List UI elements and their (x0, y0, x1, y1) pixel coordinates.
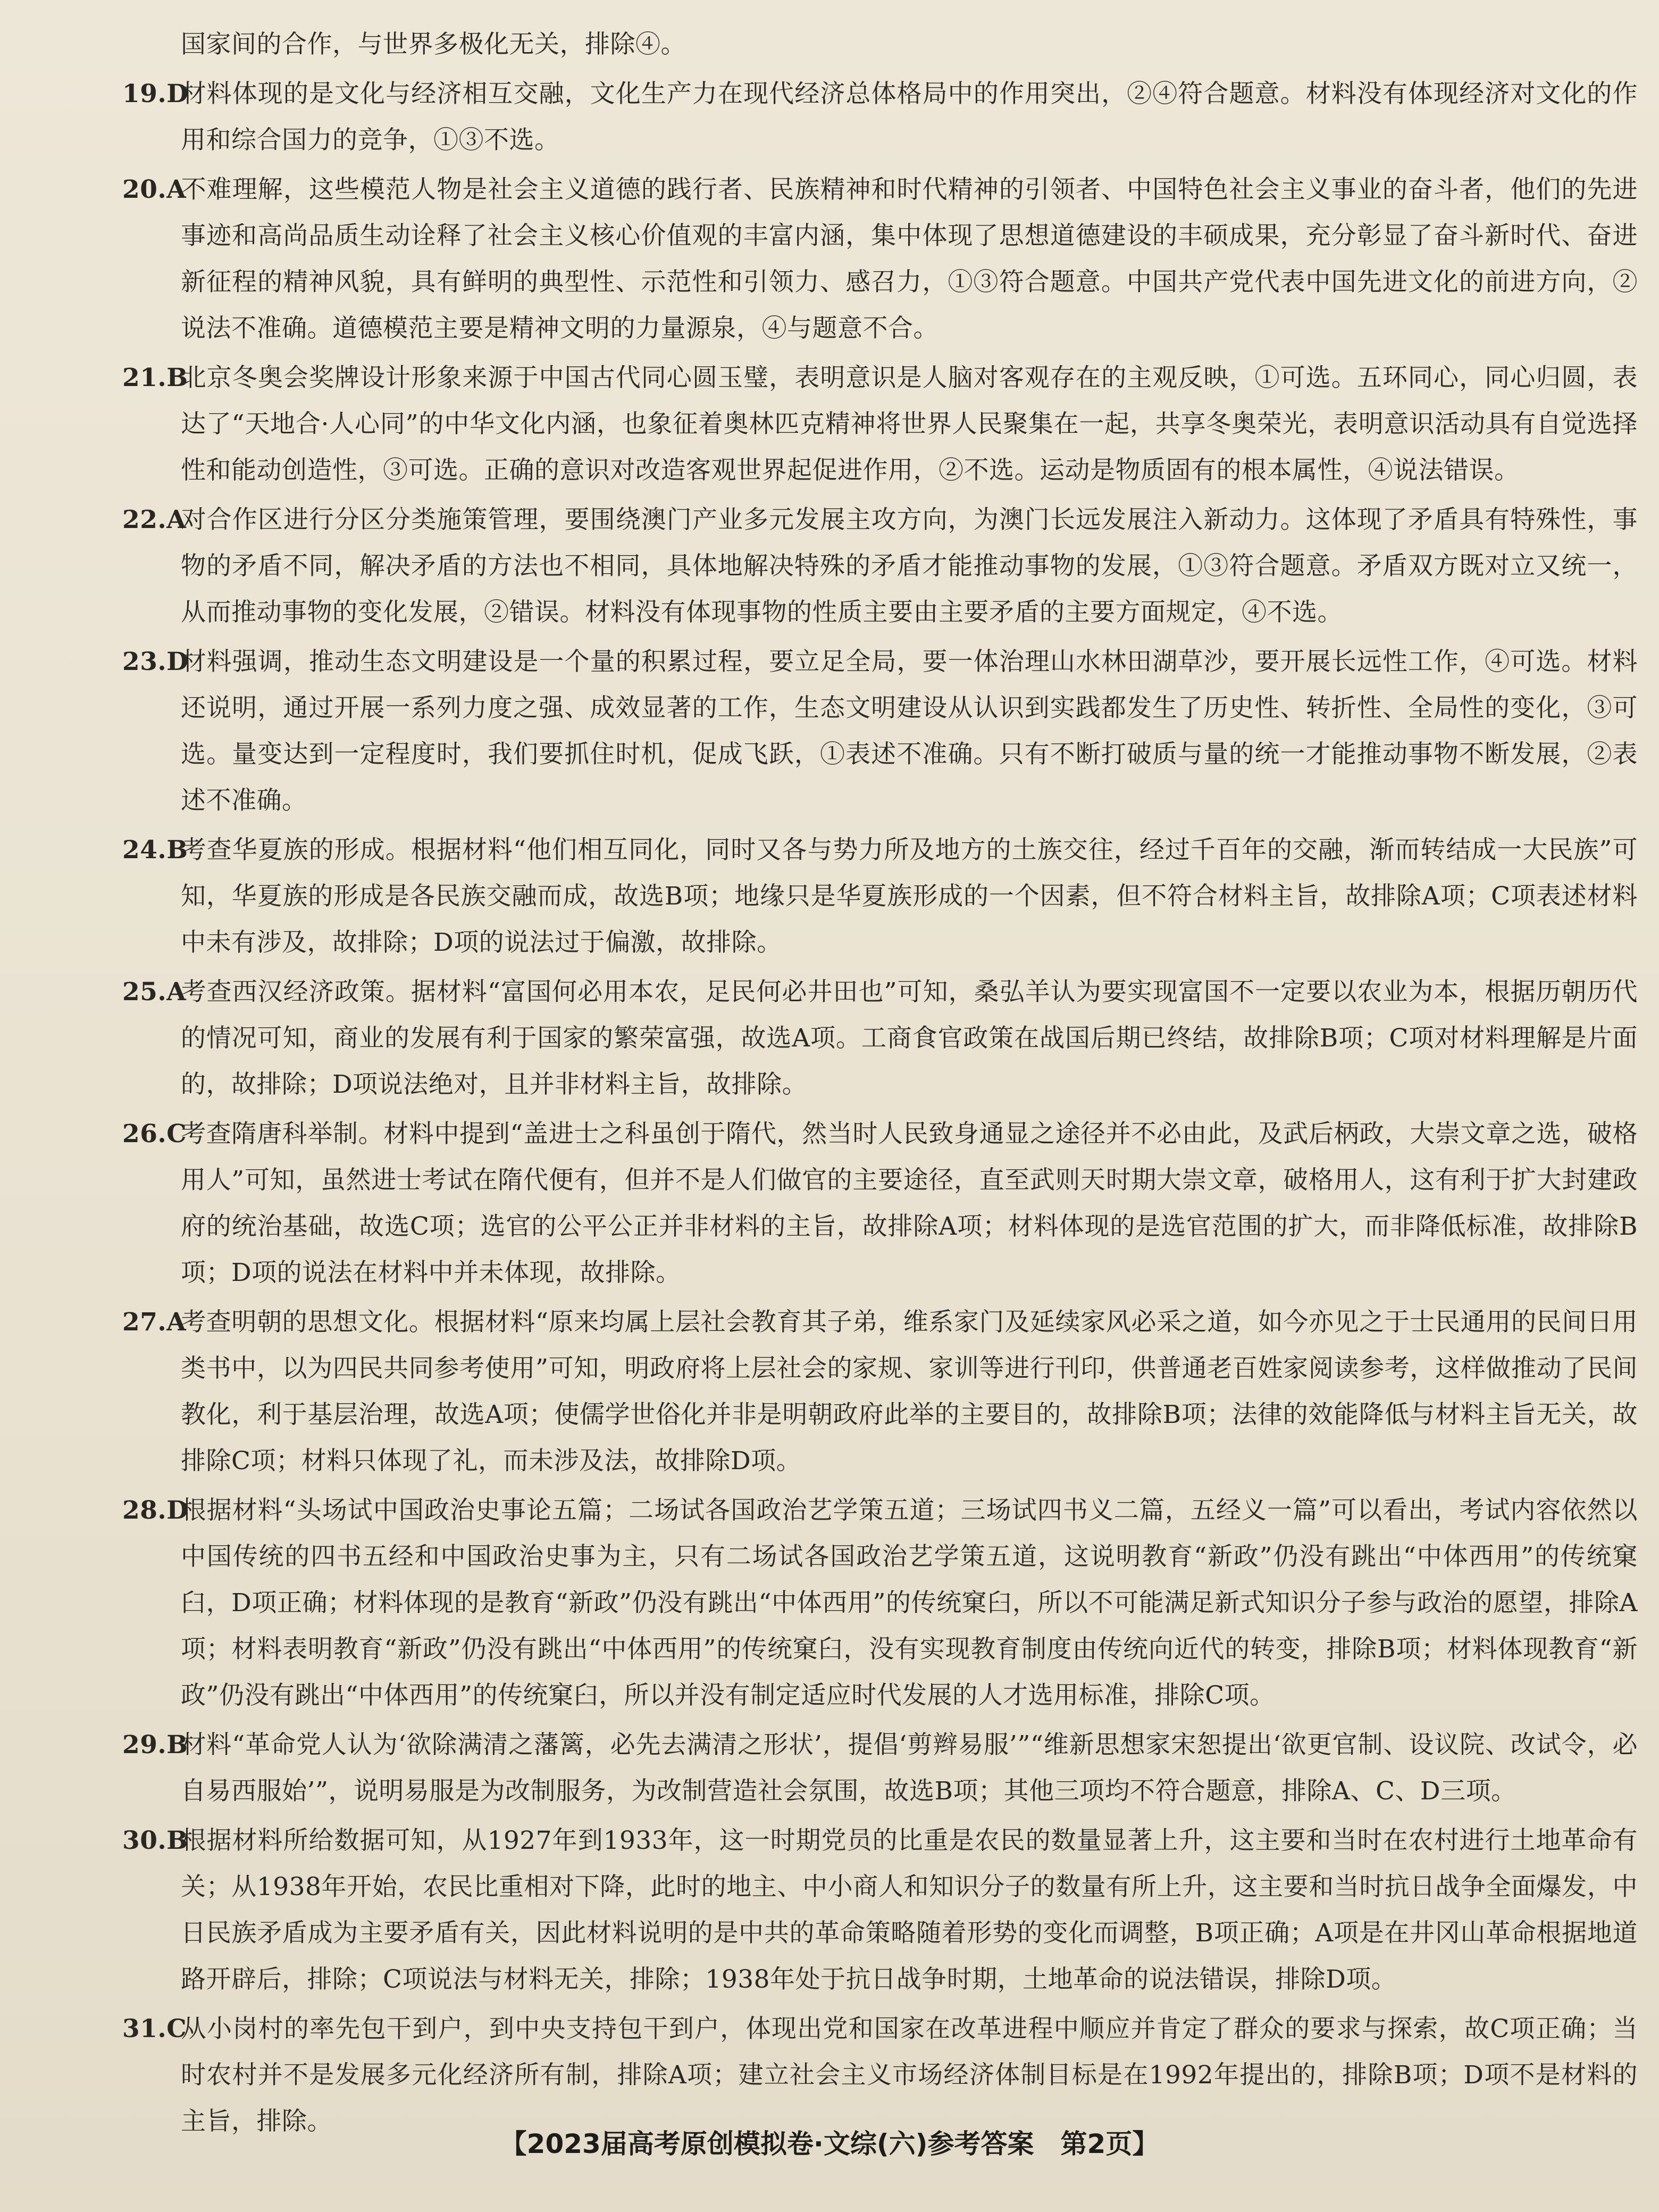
answer-item-28 (122, 1487, 1638, 1719)
answer-number: 23.D (122, 647, 189, 676)
answer-number: 19.D (122, 79, 189, 108)
answer-text: 北京冬奥会奖牌设计形象来源于中国古代同心圆玉璧，表明意识是人脑对客观存在的主观反映，①可选。五环同心，同心归圆，表达了“天地合·人心同”的中华文化内涵，也象征着奥林匹克精神将世界人民聚集在一起，共享冬奥荣光，表明意识活动具有自觉选择性和能动创造性，③可选。正确的意识对改造客观世界起促进作用，②不选。运动是物质固有的根本属性，④说法错误。 (181, 363, 1638, 485)
answer-text: 考查明朝的思想文化。根据材料“原来均属上层社会教育其子弟，维系家门及延续家风必采之道，如今亦见之于士民通用的民间日用类书中，以为四民共同参考使用”可知，明政府将上层社会的家规、家训等进行刊印，供普通老百姓家阅读参考，这样做推动了民间教化，利于基层治理，故选A项；使儒学世俗化并非是明朝政府此举的主要目的，故排除B项；法律的效能降低与材料主旨无关，故排除C项；材料只体现了礼，而未涉及法，故排除D项。 (181, 1308, 1638, 1476)
answer-number: 30.B (122, 1826, 188, 1855)
answer-list (122, 21, 1638, 2148)
answer-text: 考查华夏族的形成。根据材料“他们相互同化，同时又各与势力所及地方的土族交往，经过千百年的交融，渐而转结成一大民族”可知，华夏族的形成是各民族交融而成，故选B项；地缘只是华夏族形成的一个因素，但不符合材料主旨，故排除A项；C项表述材料中未有涉及，故排除；D项的说法过于偏激，故排除。 (181, 835, 1638, 957)
answer-number: 25.A (122, 977, 187, 1007)
answer-item-24 (122, 827, 1638, 966)
answer-number: 20.A (122, 175, 187, 204)
answer-number: 29.B (122, 1730, 188, 1759)
answer-text: 考查隋唐科举制。材料中提到“盖进士之科虽创于隋代，然当时人民致身通显之途径并不必由此，及武后柄政，大崇文章之选，破格用人”可知，虽然进士考试在隋代便有，但并不是人们做官的主要途径，直至武则天时期大崇文章，破格用人，这有利于扩大封建政府的统治基础，故选C项；选官的公平公正并非材料的主旨，故排除A项；材料体现的是选官范围的扩大，而非降低标准，故排除B项；D项的说法在材料中并未体现，故排除。 (181, 1119, 1638, 1287)
answer-number: 27.A (122, 1308, 187, 1337)
answer-text: 从小岗村的率先包干到户，到中央支持包干到户，体现出党和国家在改革进程中顺应并肯定了群众的要求与探索，故C项正确；当时农村并不是发展多元化经济所有制，排除A项；建立社会主义市场经济体制目标是在1992年提出的，排除B项；D项不是材料的主旨，排除。 (181, 2014, 1638, 2136)
answer-number: 28.D (122, 1496, 189, 1525)
answer-item-20 (122, 166, 1638, 351)
answer-item-21 (122, 355, 1638, 493)
answer-item-29 (122, 1722, 1638, 1814)
answer-item-19 (122, 71, 1638, 163)
answer-number: 31.C (122, 2014, 187, 2043)
answer-item-18-continuation: 国家间的合作，与世界多极化无关，排除④。 (181, 30, 686, 59)
answer-text: 不难理解，这些模范人物是社会主义道德的践行者、民族精神和时代精神的引领者、中国特色社会主义事业的奋斗者，他们的先进事迹和高尚品质生动诠释了社会主义核心价值观的丰富内涵，集中体现了思想道德建设的丰硕成果，充分彰显了奋斗新时代、奋进新征程的精神风貌，具有鲜明的典型性、示范性和引领力、感召力，①③符合题意。中国共产党代表中国先进文化的前进方向，②说法不准确。道德模范主要是精神文明的力量源泉，④与题意不合。 (181, 175, 1638, 343)
answer-item-27 (122, 1299, 1638, 1484)
page-footer: 【2023届高考原创模拟卷·文综(六)参考答案 第2页】 (500, 2129, 1159, 2159)
answer-text: 对合作区进行分区分类施策管理，要围绕澳门产业多元发展主攻方向，为澳门长远发展注入新动力。这体现了矛盾具有特殊性，事物的矛盾不同，解决矛盾的方法也不相同，具体地解决特殊的矛盾才能推动事物的发展，①③符合题意。矛盾双方既对立又统一，从而推动事物的变化发展，②错误。材料没有体现事物的性质主要由主要矛盾的主要方面规定，④不选。 (181, 505, 1638, 627)
answer-text: 根据材料“头场试中国政治史事论五篇；二场试各国政治艺学策五道；三场试四书义二篇，五经义一篇”可以看出，考试内容依然以中国传统的四书五经和中国政治史事为主，只有二场试各国政治艺学策五道，这说明教育“新政”仍没有跳出“中体西用”的传统窠臼，D项正确；材料体现的是教育“新政”仍没有跳出“中体西用”的传统窠臼，所以不可能满足新式知识分子参与政治的愿望，排除A项；材料表明教育“新政”仍没有跳出“中体西用”的传统窠臼，没有实现教育制度由传统向近代的转变，排除B项；材料体现教育“新政”仍没有跳出“中体西用”的传统窠臼，所以并没有制定适应时代发展的人才选用标准，排除C项。 (181, 1496, 1638, 1710)
answer-number: 24.B (122, 835, 188, 865)
answer-number: 26.C (122, 1119, 187, 1149)
answer-item-26 (122, 1111, 1638, 1296)
answer-number: 21.B (122, 363, 188, 392)
answer-text: 考查西汉经济政策。据材料“富国何必用本农，足民何必井田也”可知，桑弘羊认为要实现富国不一定要以农业为本，根据历朝历代的情况可知，商业的发展有利于国家的繁荣富强，故选A项。工商食官政策在战国后期已终结，故排除B项；C项对材料理解是片面的，故排除；D项说法绝对，且并非材料主旨，故排除。 (181, 977, 1638, 1099)
answer-item-25 (122, 969, 1638, 1108)
answer-item-30 (122, 1817, 1638, 2002)
answer-text: 根据材料所给数据可知，从1927年到1933年，这一时期党员的比重是农民的数量显著上升，这主要和当时在农村进行土地革命有关；从1938年开始，农民比重相对下降，此时的地主、中小商人和知识分子的数量有所上升，这主要和当时抗日战争全面爆发，中日民族矛盾成为主要矛盾有关，因此材料说明的是中共的革命策略随着形势的变化而调整，B项正确；A项是在井冈山革命根据地道路开辟后，排除；C项说法与材料无关，排除；1938年处于抗日战争时期，土地革命的说法错误，排除D项。 (181, 1826, 1638, 1994)
answer-item-23 (122, 639, 1638, 824)
answer-text: 材料强调，推动生态文明建设是一个量的积累过程，要立足全局，要一体治理山水林田湖草沙，要开展长远性工作，④可选。材料还说明，通过开展一系列力度之强、成效显著的工作，生态文明建设从认识到实践都发生了历史性、转折性、全局性的变化，③可选。量变达到一定程度时，我们要抓住时机，促成飞跃，①表述不准确。只有不断打破质与量的统一才能推动事物不断发展，②表述不准确。 (181, 647, 1638, 815)
answer-text: 材料体现的是文化与经济相互交融，文化生产力在现代经济总体格局中的作用突出，②④符合题意。材料没有体现经济对文化的作用和综合国力的竞争，①③不选。 (181, 79, 1638, 155)
answer-item-22 (122, 497, 1638, 635)
answer-number: 22.A (122, 505, 187, 534)
answer-text: 材料“革命党人认为‘欲除满清之藩篱，必先去满清之形状’，提倡‘剪辫易服’”“维新思想家宋恕提出‘欲更官制、设议院、改试令，必自易西服始’”，说明易服是为改制服务，为改制营造社会氛围，故选B项；其他三项均不符合题意，排除A、C、D三项。 (181, 1730, 1638, 1806)
